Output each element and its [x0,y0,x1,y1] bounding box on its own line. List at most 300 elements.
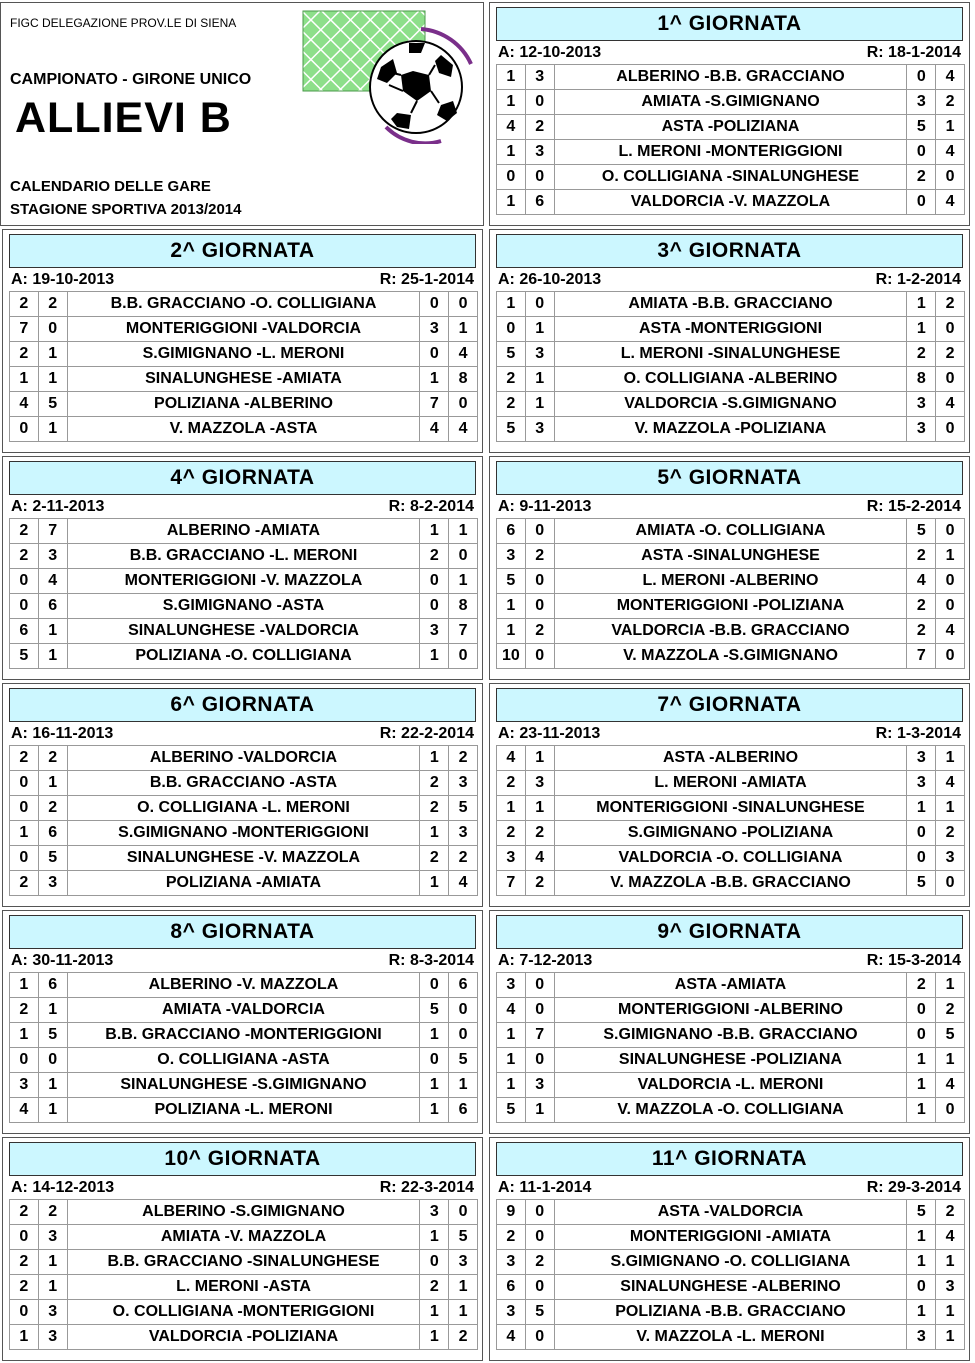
andata-away-score: 3 [38,871,67,896]
andata-home-score: 7 [497,871,526,896]
andata-date: A: 23-11-2013 [498,725,601,742]
andata-date: A: 2-11-2013 [11,498,105,515]
andata-home-score: 3 [497,1250,526,1275]
match-row [10,594,478,619]
ritorno-home-score: 0 [420,1250,449,1275]
match-teams: V. MAZZOLA -POLIZIANA [554,417,907,442]
andata-away-score: 0 [525,998,554,1023]
ritorno-away-score: 6 [449,973,478,998]
andata-away-score: 5 [38,392,67,417]
andata-home-score: 4 [10,392,39,417]
ritorno-away-score: 1 [449,519,478,544]
match-teams: VALDORCIA -S.GIMIGNANO [554,392,907,417]
match-teams: V. MAZZOLA -B.B. GRACCIANO [554,871,907,896]
andata-home-score: 2 [497,821,526,846]
ritorno-home-score: 1 [420,644,449,669]
andata-away-score: 1 [38,998,67,1023]
ritorno-away-score: 4 [936,190,965,215]
match-teams: V. MAZZOLA -O. COLLIGIANA [554,1098,907,1123]
match-row [497,871,965,896]
andata-home-score: 1 [10,1325,39,1350]
match-row [497,165,965,190]
match-teams: MONTERIGGIONI -VALDORCIA [67,317,420,342]
ritorno-home-score: 1 [420,821,449,846]
match-teams: SINALUNGHESE -S.GIMIGNANO [67,1073,420,1098]
ritorno-home-score: 3 [420,317,449,342]
andata-away-score: 0 [525,165,554,190]
andata-home-score: 0 [10,846,39,871]
round-dates [496,1177,963,1199]
ritorno-home-score: 2 [907,619,936,644]
andata-away-score: 1 [525,746,554,771]
andata-away-score: 5 [38,1023,67,1048]
matches-table [9,972,478,1123]
andata-away-score: 0 [38,1048,67,1073]
ritorno-home-score: 5 [420,998,449,1023]
match-row [10,417,478,442]
andata-away-score: 5 [38,846,67,871]
match-teams: S.GIMIGNANO -ASTA [67,594,420,619]
ritorno-home-score: 1 [420,519,449,544]
ritorno-home-score: 2 [420,771,449,796]
round-title: 4^ GIORNATA [9,461,476,495]
ritorno-home-score: 1 [907,1250,936,1275]
ritorno-home-score: 3 [907,417,936,442]
matches-table [496,64,965,215]
andata-home-score: 5 [10,644,39,669]
andata-away-score: 2 [525,544,554,569]
match-teams: L. MERONI -ASTA [67,1275,420,1300]
ritorno-away-score: 0 [936,871,965,896]
match-teams: V. MAZZOLA -S.GIMIGNANO [554,644,907,669]
match-row [497,998,965,1023]
andata-away-score: 1 [525,1098,554,1123]
match-row [10,1325,478,1350]
match-teams: ALBERINO -V. MAZZOLA [67,973,420,998]
andata-home-score: 5 [497,1098,526,1123]
ritorno-away-score: 8 [449,594,478,619]
andata-away-score: 0 [525,644,554,669]
andata-home-score: 0 [10,1048,39,1073]
ritorno-home-score: 1 [907,317,936,342]
match-row [497,1023,965,1048]
match-row [10,317,478,342]
andata-home-score: 1 [497,65,526,90]
andata-home-score: 2 [10,871,39,896]
match-row [10,1098,478,1123]
andata-away-score: 1 [38,417,67,442]
round-block [489,229,970,453]
match-teams: MONTERIGGIONI -ALBERINO [554,998,907,1023]
andata-home-score: 0 [10,1225,39,1250]
andata-home-score: 1 [497,796,526,821]
andata-home-score: 2 [10,292,39,317]
ritorno-home-score: 5 [907,1200,936,1225]
ritorno-home-score: 0 [907,821,936,846]
ritorno-date: R: 1-3-2014 [875,725,961,742]
ritorno-date: R: 15-3-2014 [866,952,961,969]
ritorno-home-score: 1 [420,1098,449,1123]
round-block [489,456,970,680]
ritorno-date: R: 15-2-2014 [866,498,961,515]
ritorno-away-score: 8 [449,367,478,392]
ritorno-home-score: 1 [907,1048,936,1073]
ritorno-away-score: 1 [449,1300,478,1325]
ritorno-away-score: 1 [449,317,478,342]
ritorno-home-score: 1 [420,1325,449,1350]
andata-home-score: 0 [10,594,39,619]
andata-home-score: 0 [10,1300,39,1325]
andata-home-score: 1 [497,292,526,317]
ritorno-home-score: 0 [907,1275,936,1300]
round-title: 10^ GIORNATA [9,1142,476,1176]
match-teams: B.B. GRACCIANO -L. MERONI [67,544,420,569]
ritorno-away-score: 7 [449,619,478,644]
ritorno-home-score: 0 [420,342,449,367]
match-teams: O. COLLIGIANA -SINALUNGHESE [554,165,907,190]
match-row [10,998,478,1023]
andata-home-score: 9 [497,1200,526,1225]
match-row [497,292,965,317]
andata-home-score: 3 [497,846,526,871]
match-row [497,190,965,215]
ritorno-away-score: 1 [936,746,965,771]
andata-away-score: 1 [38,1073,67,1098]
andata-home-score: 0 [497,165,526,190]
andata-home-score: 1 [497,1048,526,1073]
andata-away-score: 6 [525,190,554,215]
andata-home-score: 2 [497,367,526,392]
ritorno-away-score: 4 [936,771,965,796]
match-teams: POLIZIANA -AMIATA [67,871,420,896]
match-row [497,1200,965,1225]
ritorno-away-score: 2 [936,90,965,115]
ritorno-home-score: 4 [420,417,449,442]
match-teams: B.B. GRACCIANO -MONTERIGGIONI [67,1023,420,1048]
ritorno-away-score: 4 [449,871,478,896]
ritorno-home-score: 1 [420,871,449,896]
ritorno-away-score: 2 [936,821,965,846]
match-teams: AMIATA -VALDORCIA [67,998,420,1023]
ritorno-away-score: 4 [449,342,478,367]
andata-home-score: 1 [10,1023,39,1048]
match-teams: S.GIMIGNANO -MONTERIGGIONI [67,821,420,846]
andata-away-score: 4 [525,846,554,871]
match-row [497,115,965,140]
ritorno-date: R: 22-2-2014 [379,725,474,742]
match-row [10,544,478,569]
ritorno-home-score: 0 [420,292,449,317]
andata-away-score: 3 [525,342,554,367]
match-teams: POLIZIANA -B.B. GRACCIANO [554,1300,907,1325]
match-row [497,619,965,644]
ritorno-away-score: 0 [936,569,965,594]
matches-table [9,1199,478,1350]
ritorno-home-score: 0 [907,846,936,871]
match-row [10,292,478,317]
federation-label: FIGC DELEGAZIONE PROV.LE DI SIENA [10,16,237,30]
ritorno-home-score: 3 [907,746,936,771]
andata-home-score: 6 [10,619,39,644]
ritorno-home-score: 3 [907,392,936,417]
round-title: 8^ GIORNATA [9,915,476,949]
ritorno-away-score: 2 [936,998,965,1023]
andata-away-score: 0 [525,569,554,594]
andata-date: A: 30-11-2013 [11,952,114,969]
andata-home-score: 1 [497,190,526,215]
match-row [497,519,965,544]
match-teams: VALDORCIA -V. MAZZOLA [554,190,907,215]
round-block [489,683,970,907]
ritorno-home-score: 3 [907,90,936,115]
match-teams: ALBERINO -B.B. GRACCIANO [554,65,907,90]
andata-home-score: 1 [497,594,526,619]
ritorno-home-score: 1 [420,1073,449,1098]
andata-away-score: 3 [38,1325,67,1350]
match-row [497,973,965,998]
round-dates [9,950,476,972]
ritorno-away-score: 3 [449,821,478,846]
andata-away-score: 0 [525,973,554,998]
andata-away-score: 0 [525,594,554,619]
matches-table [496,1199,965,1350]
ritorno-home-score: 1 [907,1300,936,1325]
ritorno-away-score: 0 [936,1098,965,1123]
ritorno-away-score: 3 [936,1275,965,1300]
match-row [10,1073,478,1098]
round-dates [496,496,963,518]
ritorno-home-score: 1 [420,1300,449,1325]
andata-home-score: 4 [497,115,526,140]
ritorno-date: R: 1-2-2014 [875,271,961,288]
andata-away-score: 1 [38,644,67,669]
ritorno-away-score: 0 [449,1023,478,1048]
match-teams: L. MERONI -AMIATA [554,771,907,796]
match-teams: ASTA -MONTERIGGIONI [554,317,907,342]
ritorno-away-score: 5 [449,1048,478,1073]
andata-date: A: 16-11-2013 [11,725,114,742]
andata-away-score: 2 [525,1250,554,1275]
round-title: 6^ GIORNATA [9,688,476,722]
andata-home-score: 2 [10,1200,39,1225]
match-row [497,317,965,342]
matches-table [496,972,965,1123]
ritorno-date: R: 18-1-2014 [866,44,961,61]
match-row [10,569,478,594]
andata-away-score: 3 [38,1225,67,1250]
andata-away-score: 0 [525,519,554,544]
match-row [10,1300,478,1325]
ritorno-away-score: 5 [449,796,478,821]
match-teams: L. MERONI -ALBERINO [554,569,907,594]
ritorno-home-score: 2 [907,544,936,569]
match-teams: L. MERONI -SINALUNGHESE [554,342,907,367]
season-label: STAGIONE SPORTIVA 2013/2014 [10,201,242,218]
ritorno-away-score: 4 [936,65,965,90]
ritorno-away-score: 0 [936,519,965,544]
ritorno-away-score: 6 [449,1098,478,1123]
ritorno-away-score: 4 [936,1225,965,1250]
andata-away-score: 1 [38,619,67,644]
ritorno-away-score: 0 [449,292,478,317]
match-row [497,1073,965,1098]
ritorno-away-score: 0 [936,317,965,342]
andata-home-score: 3 [10,1073,39,1098]
round-title: 5^ GIORNATA [496,461,963,495]
match-teams: SINALUNGHESE -VALDORCIA [67,619,420,644]
ritorno-home-score: 1 [420,1023,449,1048]
ritorno-home-score: 5 [907,115,936,140]
andata-home-score: 1 [497,140,526,165]
ritorno-home-score: 1 [907,796,936,821]
ritorno-away-score: 1 [936,1250,965,1275]
andata-home-score: 0 [10,569,39,594]
match-teams: ALBERINO -AMIATA [67,519,420,544]
round-block [489,2,970,226]
andata-away-score: 3 [38,544,67,569]
andata-home-score: 4 [497,746,526,771]
match-row [10,771,478,796]
category-title: ALLIEVI B [15,94,232,142]
andata-away-score: 1 [525,317,554,342]
ritorno-away-score: 1 [936,1300,965,1325]
ritorno-away-score: 4 [936,1073,965,1098]
ritorno-home-score: 0 [420,569,449,594]
header-panel [0,2,484,226]
ritorno-date: R: 8-3-2014 [388,952,474,969]
andata-away-score: 6 [38,821,67,846]
andata-home-score: 2 [10,544,39,569]
match-teams: VALDORCIA -L. MERONI [554,1073,907,1098]
andata-home-score: 2 [10,1275,39,1300]
match-row [497,1098,965,1123]
ritorno-away-score: 4 [449,417,478,442]
andata-away-score: 2 [525,619,554,644]
andata-away-score: 6 [38,594,67,619]
andata-home-score: 4 [497,998,526,1023]
andata-home-score: 2 [10,519,39,544]
ritorno-home-score: 3 [907,1325,936,1350]
round-title: 9^ GIORNATA [496,915,963,949]
matches-table [9,291,478,442]
ritorno-home-score: 4 [907,569,936,594]
match-row [497,1048,965,1073]
match-teams: B.B. GRACCIANO -ASTA [67,771,420,796]
match-row [10,644,478,669]
match-teams: O. COLLIGIANA -L. MERONI [67,796,420,821]
match-row [497,821,965,846]
ritorno-away-score: 3 [449,1250,478,1275]
match-teams: SINALUNGHESE -V. MAZZOLA [67,846,420,871]
round-title: 2^ GIORNATA [9,234,476,268]
andata-home-score: 0 [497,317,526,342]
match-teams: POLIZIANA -ALBERINO [67,392,420,417]
ritorno-home-score: 0 [420,973,449,998]
ritorno-date: R: 25-1-2014 [379,271,474,288]
andata-home-score: 1 [10,973,39,998]
ritorno-home-score: 1 [907,1073,936,1098]
andata-away-score: 6 [38,973,67,998]
ritorno-away-score: 0 [936,165,965,190]
ritorno-away-score: 1 [936,1048,965,1073]
andata-away-score: 2 [525,115,554,140]
andata-away-score: 1 [525,367,554,392]
ritorno-home-score: 1 [907,1098,936,1123]
ritorno-home-score: 0 [907,65,936,90]
andata-away-score: 0 [525,1048,554,1073]
match-row [497,367,965,392]
ritorno-home-score: 7 [907,644,936,669]
andata-away-score: 5 [525,1300,554,1325]
match-row [10,871,478,896]
calendar-label: CALENDARIO DELLE GARE [10,178,211,195]
andata-home-score: 7 [10,317,39,342]
match-row [10,846,478,871]
andata-away-score: 7 [525,1023,554,1048]
ritorno-away-score: 2 [936,342,965,367]
round-block [2,1137,483,1361]
match-teams: VALDORCIA -O. COLLIGIANA [554,846,907,871]
andata-away-score: 0 [525,1325,554,1350]
match-row [10,342,478,367]
ritorno-home-score: 2 [907,165,936,190]
ritorno-away-score: 0 [449,544,478,569]
andata-home-score: 2 [10,998,39,1023]
ritorno-home-score: 0 [420,1048,449,1073]
match-teams: ALBERINO -VALDORCIA [67,746,420,771]
ritorno-home-score: 2 [907,594,936,619]
match-row [10,1048,478,1073]
ritorno-home-score: 2 [420,796,449,821]
match-row [10,1200,478,1225]
round-dates [9,269,476,291]
ritorno-away-score: 1 [936,115,965,140]
match-row [497,65,965,90]
match-teams: ASTA -SINALUNGHESE [554,544,907,569]
matches-table [496,291,965,442]
andata-away-score: 1 [38,342,67,367]
andata-away-score: 3 [525,771,554,796]
andata-home-score: 1 [497,1023,526,1048]
andata-home-score: 0 [10,796,39,821]
andata-home-score: 0 [10,771,39,796]
match-teams: B.B. GRACCIANO -O. COLLIGIANA [67,292,420,317]
andata-home-score: 2 [497,771,526,796]
andata-away-score: 0 [525,292,554,317]
ritorno-away-score: 4 [936,140,965,165]
ritorno-away-score: 1 [449,1073,478,1098]
match-teams: S.GIMIGNANO -B.B. GRACCIANO [554,1023,907,1048]
match-row [497,771,965,796]
round-title: 3^ GIORNATA [496,234,963,268]
match-teams: SINALUNGHESE -POLIZIANA [554,1048,907,1073]
andata-away-score: 4 [38,569,67,594]
match-row [497,1275,965,1300]
ritorno-away-score: 4 [936,392,965,417]
round-dates [9,496,476,518]
andata-home-score: 3 [497,973,526,998]
matches-table [9,518,478,669]
andata-away-score: 3 [525,417,554,442]
match-row [10,796,478,821]
andata-away-score: 1 [38,1275,67,1300]
match-teams: SINALUNGHESE -ALBERINO [554,1275,907,1300]
andata-home-score: 1 [10,367,39,392]
round-dates [496,723,963,745]
andata-away-score: 2 [525,821,554,846]
match-teams: O. COLLIGIANA -ALBERINO [554,367,907,392]
andata-away-score: 2 [38,796,67,821]
